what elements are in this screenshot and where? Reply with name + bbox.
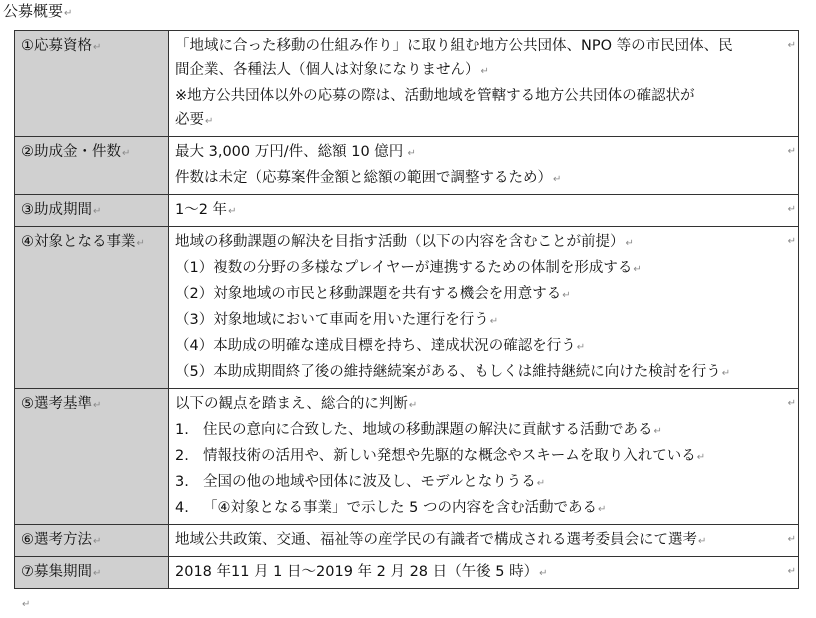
- row-label-cell: [15, 195, 169, 227]
- row-label-cell: [15, 31, 169, 137]
- row-content-cell: [169, 227, 799, 389]
- row-label-cell: [15, 137, 169, 195]
- content-text: （3）対象地域において車両を用いた運行を行う: [175, 312, 489, 328]
- table-row: [15, 525, 799, 557]
- content-line: [175, 392, 792, 418]
- paragraph-mark-icon: ↵: [625, 238, 634, 249]
- content-line: [175, 84, 792, 108]
- row-label-cell: [15, 557, 169, 589]
- paragraph-mark-icon: ↵: [205, 116, 214, 127]
- content-line: [175, 308, 792, 334]
- cell-end-mark-icon: ↵: [787, 398, 796, 409]
- paragraph-mark-icon: ↵: [64, 8, 73, 19]
- row-content-cell: [169, 389, 799, 525]
- paragraph-mark-icon: ↵: [408, 400, 418, 411]
- paragraph-mark-icon: ↵: [122, 148, 131, 159]
- row-content-cell: [169, 557, 799, 589]
- content-line: [175, 58, 792, 84]
- cell-end-mark-icon: ↵: [787, 40, 796, 51]
- content-text: （4）本助成の明確な達成目標を持ち、達成状況の確認を行う: [175, 338, 576, 354]
- paragraph-mark-icon: ↵: [136, 238, 145, 249]
- paragraph-mark-icon: ↵: [721, 368, 731, 379]
- numbered-item: [175, 470, 792, 496]
- content-line: [175, 198, 792, 224]
- row-label: ①応募資格: [21, 38, 92, 54]
- table-row: [15, 557, 799, 589]
- row-content-cell: [169, 195, 799, 227]
- item-text: 全国の他の地域や団体に波及し、モデルとなりうる: [203, 474, 536, 490]
- numbered-item: [175, 496, 792, 522]
- numbered-item: [175, 418, 792, 444]
- content-text: 2018 年11 月 1 日～2019 年 2 月 28 日（午後 5 時）: [175, 564, 539, 580]
- content-text: 以下の観点を踏まえ、総合的に判断: [175, 396, 408, 412]
- item-number: 2.: [175, 448, 189, 464]
- table-row: [15, 227, 799, 389]
- row-content-cell: [169, 137, 799, 195]
- row-label-cell: [15, 389, 169, 525]
- content-line: [175, 560, 792, 586]
- content-line: [175, 166, 792, 192]
- content-text: （1）複数の分野の多様なプレイヤーが連携するための体制を形成する: [175, 260, 633, 276]
- row-label: ⑤選考基準: [21, 396, 92, 412]
- content-line: [175, 528, 792, 554]
- content-line: [175, 140, 792, 166]
- content-text: 間企業、各種法人（個人は対象になりません）: [175, 62, 480, 78]
- content-line: [175, 282, 792, 308]
- page-title-text: 公募概要: [3, 2, 64, 20]
- paragraph-mark-icon: ↵: [653, 426, 662, 437]
- content-text: 「地域に合った移動の仕組み作り」に取り組む地方公共団体、NPO 等の市民団体、民: [175, 38, 733, 54]
- content-text: 地域公共政策、交通、福祉等の産学民の有識者で構成される選考委員会にて選考: [175, 532, 697, 548]
- content-text: 件数は未定（応募案件金額と総額の範囲で調整するため）: [175, 170, 552, 186]
- paragraph-mark-icon: ↵: [562, 290, 571, 301]
- row-label: ⑥選考方法: [21, 532, 92, 548]
- numbered-item: [175, 444, 792, 470]
- row-label: ②助成金・件数: [21, 144, 121, 160]
- row-content-cell: [169, 525, 799, 557]
- table-row: [15, 137, 799, 195]
- content-text: 地域の移動課題の解決を目指す活動（以下の内容を含むことが前提）: [175, 234, 625, 250]
- row-label: ③助成期間: [21, 202, 92, 218]
- cell-end-mark-icon: ↵: [787, 534, 796, 545]
- cell-end-mark-icon: ↵: [787, 146, 796, 157]
- item-text: 「④対象となる事業」で示した 5 つの内容を含む活動である: [203, 500, 597, 516]
- row-label-cell: [15, 227, 169, 389]
- item-number: 1.: [175, 422, 189, 438]
- paragraph-mark-icon: ↵: [597, 504, 607, 515]
- item-number: 3.: [175, 474, 189, 490]
- paragraph-mark-icon: ↵: [553, 174, 562, 185]
- paragraph-mark-icon: ↵: [404, 148, 416, 159]
- paragraph-mark-icon: ↵: [576, 342, 586, 353]
- table-row: [15, 195, 799, 227]
- content-line: [175, 360, 792, 386]
- content-text: 最大 3,000 万円/件、総額 10 億円: [175, 144, 404, 160]
- paragraph-mark-icon: ↵: [489, 316, 499, 327]
- table-row: [15, 389, 799, 525]
- paragraph-mark-icon: ↵: [93, 42, 102, 53]
- item-text: 住民の意向に合致した、地域の移動課題の解決に貢献する活動である: [203, 422, 653, 438]
- content-text: 必要: [175, 112, 204, 128]
- item-number: 4.: [175, 500, 189, 516]
- content-text: ※地方公共団体以外の応募の際は、活動地域を管轄する地方公共団体の確認状が: [175, 88, 695, 104]
- cell-end-mark-icon: ↵: [787, 236, 796, 247]
- paragraph-mark-icon: ↵: [22, 599, 31, 610]
- content-line: [175, 34, 792, 58]
- paragraph-mark-icon: ↵: [698, 536, 707, 547]
- content-text: 1～2 年: [175, 202, 228, 218]
- cell-end-mark-icon: ↵: [787, 566, 796, 577]
- row-label: ④対象となる事業: [21, 234, 136, 250]
- paragraph-mark-icon: ↵: [228, 206, 237, 217]
- table-row: [15, 31, 799, 137]
- content-line: [175, 230, 792, 256]
- paragraph-mark-icon: ↵: [696, 452, 706, 463]
- paragraph-mark-icon: ↵: [536, 478, 546, 489]
- cell-end-mark-icon: ↵: [787, 204, 796, 215]
- paragraph-mark-icon: ↵: [93, 400, 102, 411]
- paragraph-mark-icon: ↵: [633, 264, 642, 275]
- content-text: （2）対象地域の市民と移動課題を共有する機会を用意する: [175, 286, 562, 302]
- content-text: （5）本助成期間終了後の維持継続案がある、もしくは維持継続に向けた検討を行う: [175, 364, 721, 380]
- paragraph-mark-icon: ↵: [539, 568, 548, 579]
- row-label-cell: [15, 525, 169, 557]
- page-title: [3, 1, 72, 24]
- row-label: ⑦募集期間: [21, 564, 92, 580]
- paragraph-mark-icon: ↵: [93, 536, 102, 547]
- row-content-cell: [169, 31, 799, 137]
- content-line: [175, 108, 792, 134]
- content-line: [175, 334, 792, 360]
- paragraph-mark-icon: ↵: [480, 66, 489, 77]
- item-text: 情報技術の活用や、新しい発想や先駆的な概念やスキームを取り入れている: [203, 448, 696, 464]
- content-line: [175, 256, 792, 282]
- paragraph-mark-icon: ↵: [93, 568, 102, 579]
- paragraph-mark-icon: ↵: [93, 206, 102, 217]
- overview-table: [14, 30, 799, 589]
